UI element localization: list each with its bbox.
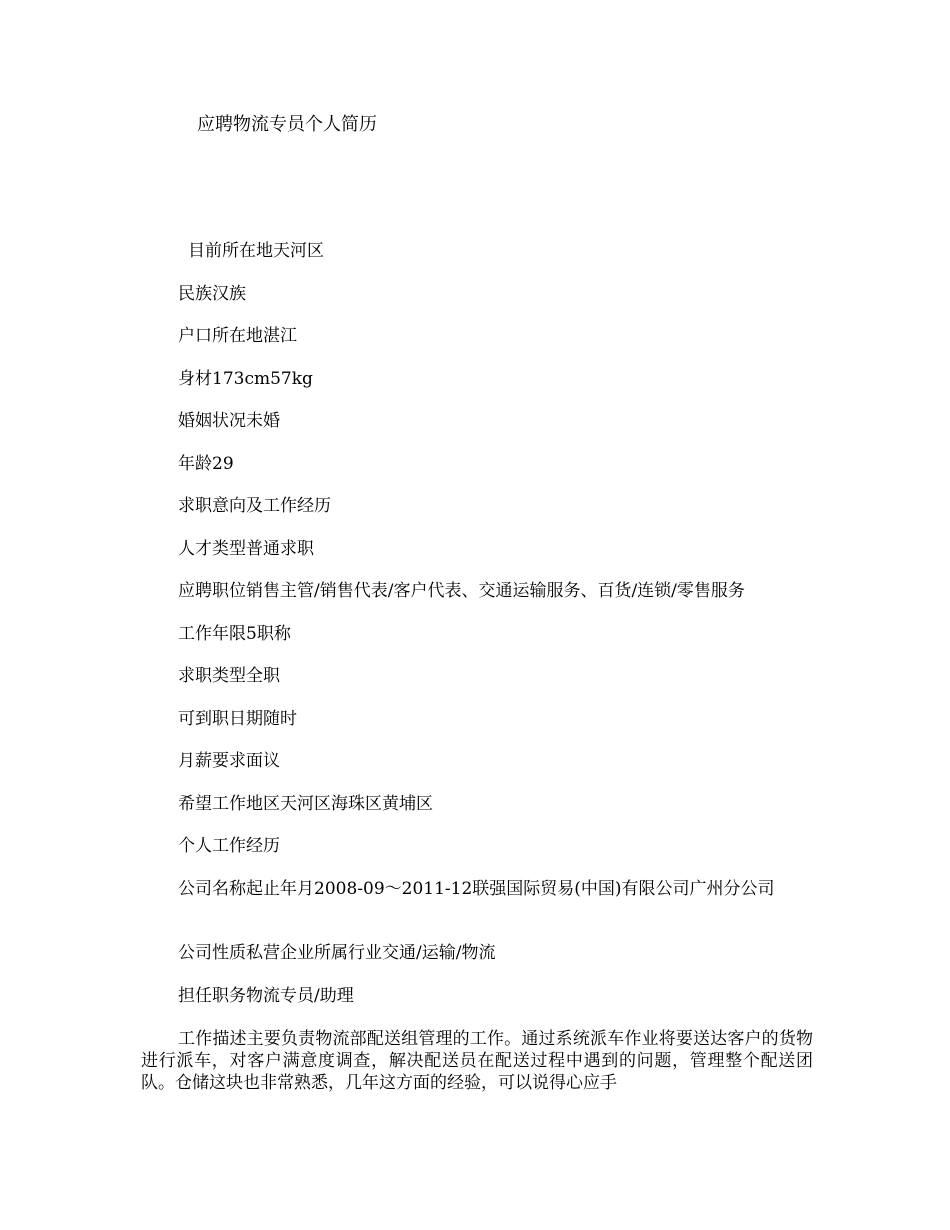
section-heading-experience: 个人工作经历: [178, 836, 280, 856]
position-held: 担任职务物流专员/助理: [178, 986, 354, 1006]
company-nature: 公司性质私营企业所属行业交通/运输/物流: [178, 943, 496, 963]
available-date: 可到职日期随时: [178, 709, 297, 729]
marital-status: 婚姻状况未婚: [178, 411, 280, 431]
household-registration: 户口所在地湛江: [178, 326, 297, 346]
ethnicity: 民族汉族: [178, 284, 246, 304]
desired-work-area: 希望工作地区天河区海珠区黄埔区: [178, 794, 433, 814]
salary-requirement: 月薪要求面议: [178, 751, 280, 771]
section-heading-intention: 求职意向及工作经历: [178, 496, 331, 516]
current-location: 目前所在地天河区: [188, 241, 324, 261]
age: 年龄29: [178, 454, 234, 474]
company-name-period: 公司名称起止年月2008-09～2011-12联强国际贸易(中国)有限公司广州分公司: [178, 879, 775, 899]
job-description: 工作描述主要负责物流部配送组管理的工作。通过系统派车作业将要送达客户的货物进行派车，对客户满意度调查，解决配送员在配送过程中遇到的问题，管理整个配送团队。仓储这块也非常熟悉，几年这方面的经验，可以说得心应手: [141, 1029, 813, 1093]
work-years: 工作年限5职称: [178, 624, 291, 644]
height-weight: 身材173cm57kg: [178, 369, 313, 389]
applied-position: 应聘职位销售主管/销售代表/客户代表、交通运输服务、百货/连锁/零售服务: [178, 581, 745, 601]
talent-type: 人才类型普通求职: [178, 539, 314, 559]
job-type: 求职类型全职: [178, 666, 280, 686]
document-title: 应聘物流专员个人简历: [197, 114, 377, 135]
